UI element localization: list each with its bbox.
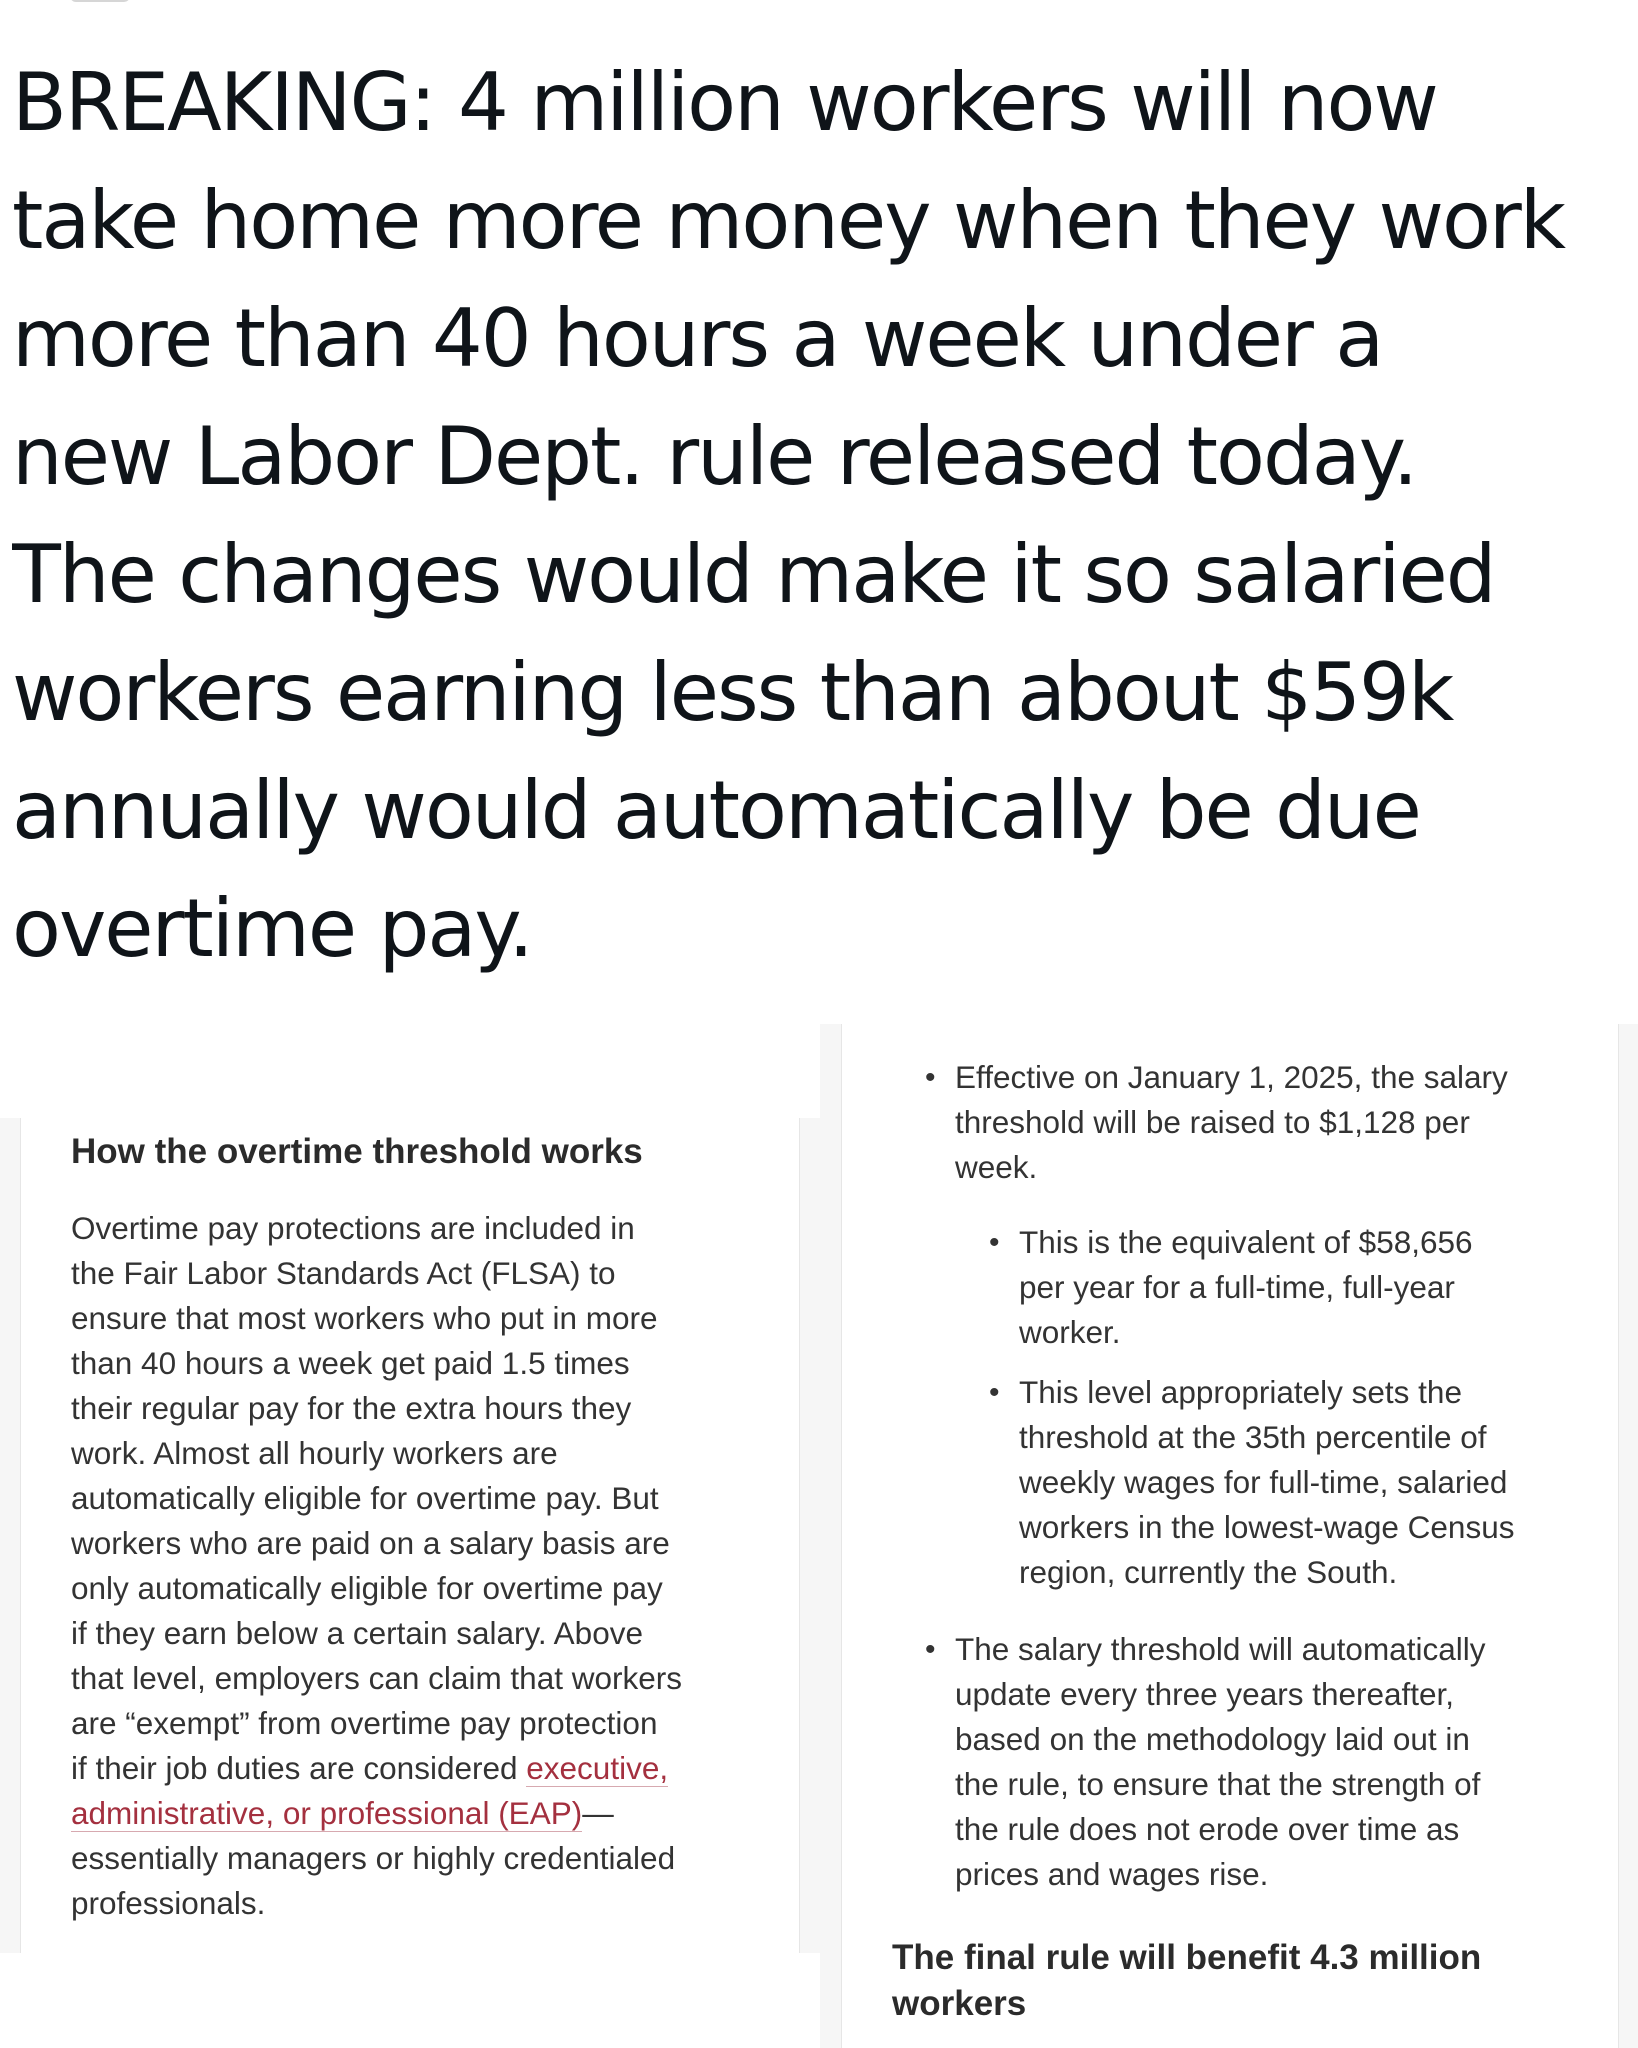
body-text: Overtime pay protections are included in the Fair Labor Standards Act (FLSA) to ensure that most workers who put in more than 40 hours a week get paid 1.5 times their regular pay for the extra hours they work. Almost all hourly workers are automatically eligible for overtime pay. But workers who are paid on a salary basis are only automatically eligible for overtime pay if they earn below a certain salary. Above that level, employers can claim that workers are “exempt” from overtime pay protection if their job duties are considered <box>71 1210 682 1786</box>
eap-link-part-1[interactable]: executive, <box>526 1750 669 1786</box>
top-edge-avatar-sliver <box>70 0 130 2</box>
percentile-sub-bullet: • This level appropriately sets the threshold at the 35th percentile of weekly wages for full-time, salaried workers in the lowest-wage Census region, currently the South. <box>1019 1370 1514 1595</box>
body-text-after-link: — essentially managers or highly credentialed professionals. <box>71 1795 676 1921</box>
eap-link-part-2[interactable]: administrative, or professional (EAP) <box>71 1795 583 1831</box>
automatic-update-bullet: • The salary threshold will automatically update every three years thereafter, based on the methodology laid out in the rule, to ensure that the strength of the rule does not erode over time as prices and wages rise. <box>955 1627 1485 1897</box>
effective-date-bullet: • Effective on January 1, 2025, the salary threshold will be raised to $1,128 per week. <box>955 1055 1508 1190</box>
overtime-threshold-body <box>71 1206 771 1926</box>
annual-equivalent-sub-bullet: • This is the equivalent of $58,656 per year for a full-time, full-year worker. <box>1019 1220 1473 1355</box>
overtime-threshold-heading: How the overtime threshold works <box>71 1132 643 1171</box>
tweet-text: BREAKING: 4 million workers will now take home more money when they work more than 40 hours a week under a new Labor Dept. rule released today. The changes would make it so salaried workers earning less than about $59k annually would automatically be due overtime pay. <box>12 56 1565 975</box>
final-rule-benefit-heading: The final rule will benefit 4.3 million workers <box>892 1938 1482 2023</box>
